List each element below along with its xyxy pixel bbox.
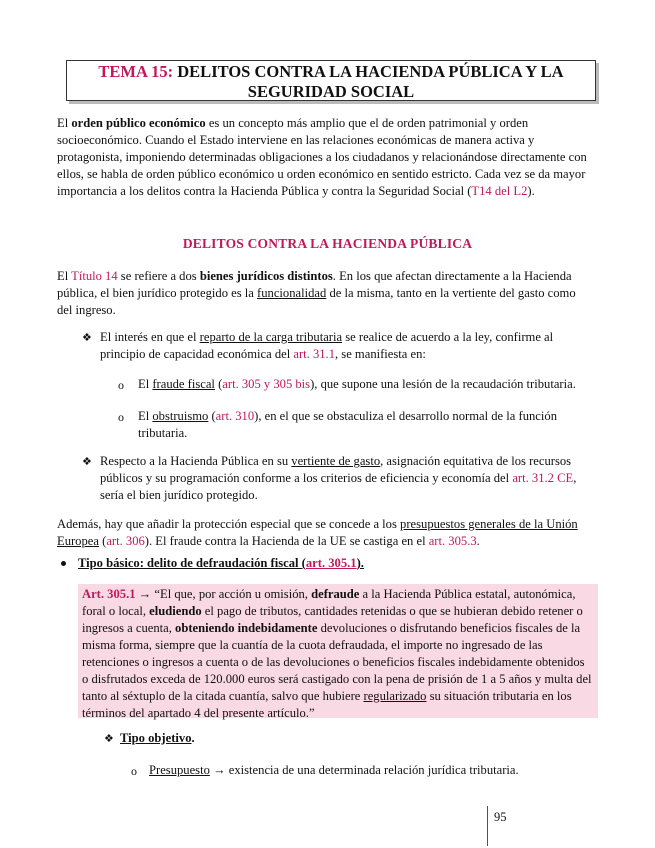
text: el pago de tributos, cantidades retenidas o que se hubieran debido retener o [201, 604, 583, 618]
text: El [138, 377, 153, 391]
bullet-vertiente-gasto [100, 453, 597, 504]
text: ). El fraude contra la Hacienda de la UE se castiga en el [144, 534, 429, 548]
cross-reference: art. 306 [106, 534, 145, 548]
underlined-term: obstruismo [152, 409, 209, 423]
text: foral o local, [82, 604, 150, 618]
section-heading: DELITOS CONTRA LA HACIENDA PÚBLICA [182, 236, 473, 251]
text: Respecto a la Hacienda Pública en su [100, 454, 292, 468]
text: El [138, 409, 153, 423]
cross-reference: art. 305.3 [428, 534, 477, 548]
sub-bullet-fraude [138, 376, 598, 393]
text: ( [208, 409, 216, 423]
text: pública, el bien jurídico protegido es la [57, 286, 258, 300]
bold-term: bienes jurídicos distintos [199, 269, 333, 283]
tipo-objetivo-heading [120, 730, 420, 747]
text-line: protagonista, imponiendo determinadas obligaciones a los ciudadanos y relacionándose directamente con [57, 150, 587, 164]
chapter-title-box [66, 60, 596, 101]
circle-bullet-icon: o [118, 410, 124, 424]
bold-term: obteniendo indebidamente [175, 621, 318, 635]
text: públicos y su programación conforme a los criterios de eficiencia y economía del [100, 471, 513, 485]
text-line: del ingreso. [57, 303, 116, 317]
intro-paragraph [57, 115, 597, 200]
text: ), en el que se obstaculiza el desarrollo normal de la función [254, 409, 557, 423]
cross-reference: T14 del L2 [471, 184, 528, 198]
text: . [476, 534, 480, 548]
text: , [573, 471, 577, 485]
cross-reference: art. 310 [215, 409, 255, 423]
text: ). [527, 184, 535, 198]
text: . En los que afectan directamente a la Hacienda [332, 269, 572, 283]
text: se refiere a dos [117, 269, 200, 283]
cross-reference: art. 31.2 CE [512, 471, 574, 485]
paragraph-presupuestos-ue [57, 516, 597, 550]
bullet-dot-icon [61, 561, 66, 566]
text: a la Hacienda Pública estatal, autonómica, [359, 587, 576, 601]
text: es un concepto más amplio que el de orden patrimonial y orden [205, 116, 529, 130]
tipo-basico-heading [78, 555, 578, 572]
text: ( [98, 534, 107, 548]
bold-term: defraude [311, 587, 360, 601]
text-line: ellos, se habla de orden público económico u orden económico en sentido estricto. Cada vez se da mayor [57, 167, 586, 181]
text: El interés en que el [100, 330, 200, 344]
text: . [191, 731, 195, 745]
circle-bullet-icon: o [131, 764, 137, 778]
paragraph-bienes-juridicos [57, 268, 597, 319]
chapter-number: TEMA 15: [98, 62, 174, 81]
underlined-term: reparto de la carga tributaria [199, 330, 343, 344]
sub-bullet-obstruismo [138, 408, 597, 442]
underlined-term: presupuestos generales de la Unión [400, 517, 578, 531]
diamond-bullet-icon: ❖ [104, 733, 114, 745]
article-305-quote [82, 586, 596, 722]
cross-reference: Título 14 [71, 269, 118, 283]
text: El [57, 116, 72, 130]
underlined-heading: Tipo objetivo [120, 731, 192, 745]
arrow-icon: → [135, 587, 155, 601]
text: → existencia de una determinada relación jurídica tributaria. [209, 763, 519, 777]
text: devoluciones o disfrutando beneficios fiscales de la [317, 621, 581, 635]
chapter-title-line1: DELITOS CONTRA LA HACIENDA PÚBLICA Y LA [177, 62, 564, 81]
underlined-term: vertiente de gasto [291, 454, 381, 468]
text: “El que, por acción u omisión, [154, 587, 312, 601]
chapter-title-line2: SEGURIDAD SOCIAL [247, 82, 415, 101]
text: principio de capacidad económica del [100, 347, 294, 361]
page-number-rule [487, 806, 488, 846]
text: su situación tributaria en los [426, 689, 572, 703]
text: tanto al séxtuplo de la citada cuantía, salvo que hubiere [82, 689, 364, 703]
text: , se manifiesta en: [335, 347, 426, 361]
text-line: sería el bien jurídico protegido. [100, 488, 258, 502]
text: El [57, 269, 72, 283]
underlined-term: funcionalidad [257, 286, 327, 300]
text: se realice de acuerdo a la ley, confirme al [342, 330, 554, 344]
text-line: socioeconómico. Cuando el Estado interviene en las relaciones económicas de manera activa y [57, 133, 535, 147]
bold-term: orden público económico [71, 116, 206, 130]
cross-reference: art. 305.1 [305, 556, 357, 570]
cross-reference: art. 305 y 305 bis [222, 377, 311, 391]
text: Además, hay que añadir la protección especial que se concede a los [57, 517, 401, 531]
underlined-term: Europea [57, 534, 99, 548]
text: , asignación equitativa de los recursos [380, 454, 572, 468]
presupuesto-item [149, 762, 589, 779]
underlined-term: Presupuesto [149, 763, 210, 777]
diamond-bullet-icon: ❖ [82, 332, 92, 344]
text: importancia a los delitos contra la Hacienda Pública y contra la Seguridad Social ( [57, 184, 472, 198]
cross-reference: art. 31.1 [293, 347, 335, 361]
text: ingresos a cuenta, [82, 621, 176, 635]
page-number: 95 [494, 810, 507, 824]
article-reference: Art. 305.1 [82, 587, 136, 601]
diamond-bullet-icon: ❖ [82, 456, 92, 468]
text-line: retenciones o ingresos a cuenta o de las devoluciones o beneficios fiscales indebidamente obtenidos [82, 655, 585, 669]
circle-bullet-icon: o [118, 378, 124, 392]
underlined-term: regularizado [363, 689, 427, 703]
underlined-heading: Tipo básico: delito de defraudación fiscal ( [78, 556, 306, 570]
bullet-carga-tributaria [100, 329, 597, 363]
text: ), que supone una lesión de la recaudación tributaria. [310, 377, 576, 391]
text-line: o disfrutados exceda de 120.000 euros será castigado con la pena de prisión de 1 a 5 años y multa del [82, 672, 592, 686]
text: de la misma, tanto en la vertiente del gasto como [326, 286, 576, 300]
text-line: misma forma, siempre que la cuantía de la cuota defraudada, el importe no ingresado de las [82, 638, 543, 652]
text: ( [214, 377, 223, 391]
text-line: tributaria. [138, 426, 188, 440]
underlined-term: fraude fiscal [152, 377, 215, 391]
bold-term: eludiendo [149, 604, 202, 618]
text-line: términos del apartado 4 del presente artículo.” [82, 706, 315, 720]
underlined-heading: ). [356, 556, 364, 570]
